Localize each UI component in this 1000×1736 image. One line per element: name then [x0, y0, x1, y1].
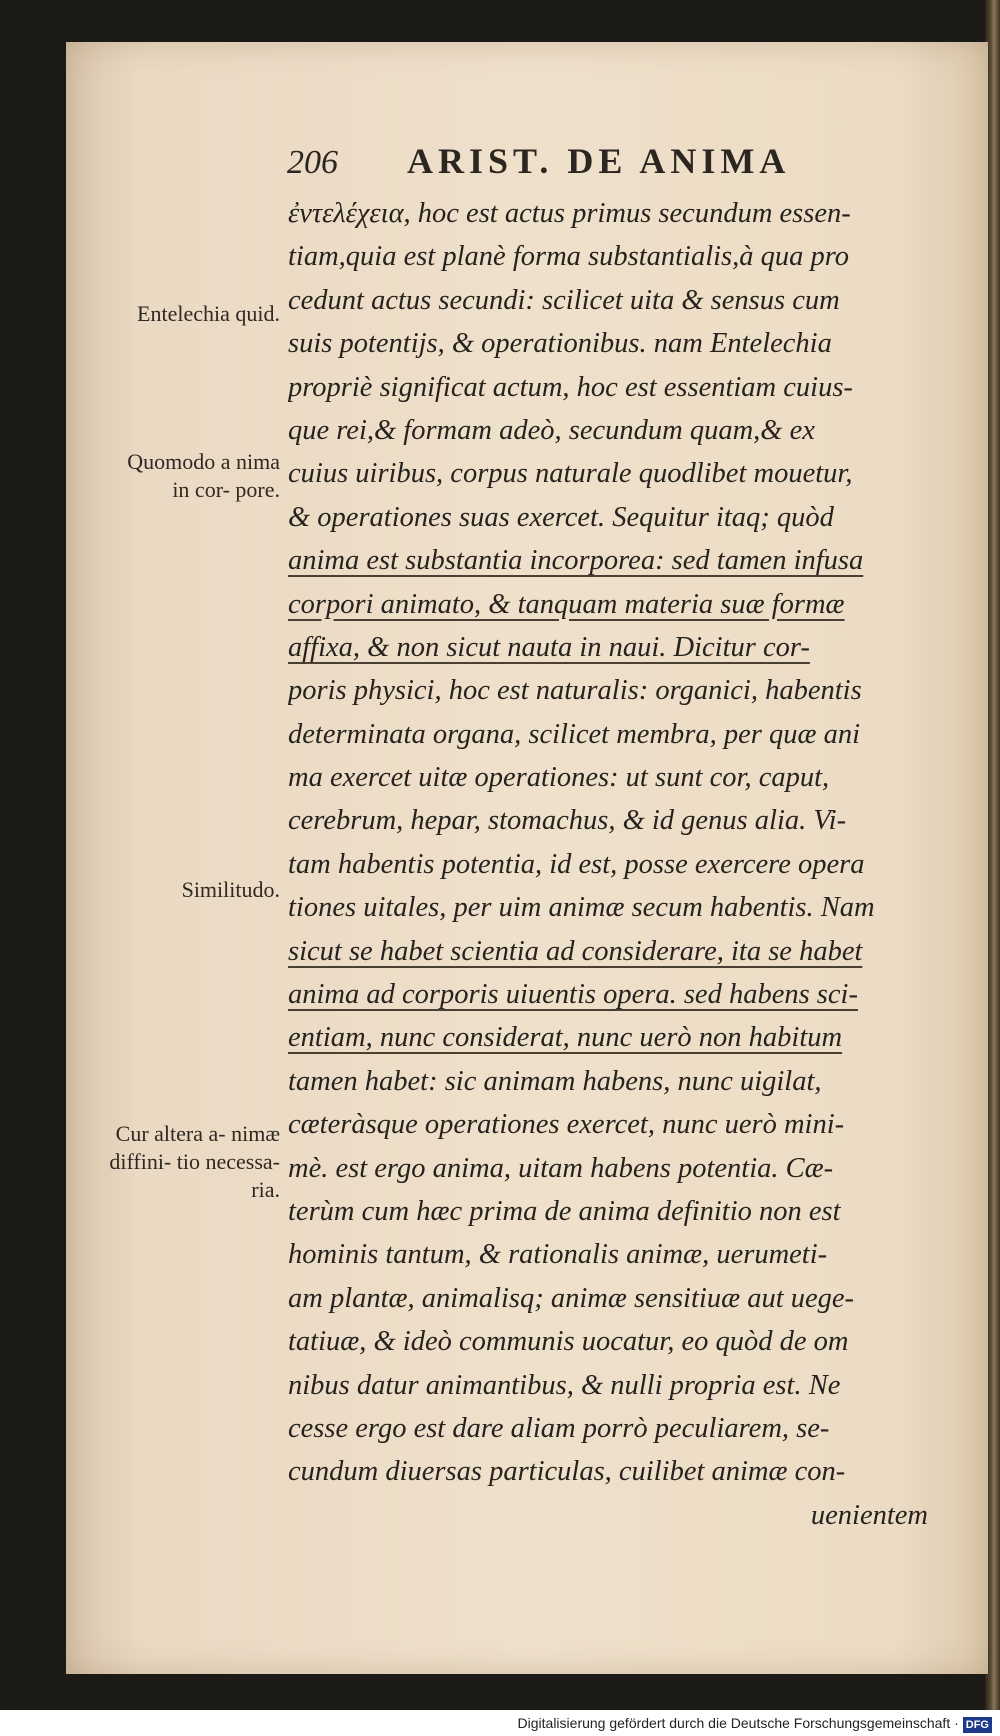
margin-note-similitudo: Similitudo.	[181, 877, 280, 902]
text-line: ἐντελέχεια, hoc est actus primus secundum essen-	[288, 198, 851, 229]
page-number: 206	[287, 144, 338, 181]
text-line: cedunt actus secundi: scilicet uita & sensus cum	[288, 284, 840, 316]
margin-note-entelechia: Entelechia quid.	[137, 301, 280, 326]
margin-note-quomodo: Quomodo a nima in cor- pore.	[127, 449, 280, 502]
text-line: tatiuæ, & ideò communis uocatur, eo quòd de om	[288, 1326, 849, 1358]
text-line: cuius uiribus, corpus naturale quodlibet mouetur,	[288, 458, 853, 490]
body-text	[288, 192, 928, 1537]
text-line: tamen habet: sic animam habens, nunc uigilat,	[288, 1065, 822, 1097]
text-line: suis potentijs, & operationibus. nam Entelechia	[288, 328, 832, 360]
dfg-logo-icon: DFG	[963, 1717, 992, 1733]
text-line-underlined: anima est substantia incorporea: sed tamen infusa	[288, 545, 864, 577]
text-line: ma exercet uitæ operationes: ut sunt cor, caput,	[288, 762, 830, 794]
text-line-underlined: anima ad corporis uiuentis opera. sed habens sci-	[288, 979, 858, 1011]
footer-text: Digitalisierung gefördert durch die Deutsche Forschungsgemeinschaft ·	[517, 1715, 959, 1731]
digitization-footer	[0, 1710, 1000, 1736]
text-line-underlined: corpori animato, & tanquam materia suæ formæ	[288, 588, 845, 620]
text-line-underlined: sicut se habet scientia ad considerare, ita se habet	[288, 935, 863, 967]
text-line: cæteràsque operationes exercet, nunc uerò mini-	[288, 1109, 845, 1141]
text-line: & operationes suas exercet. Sequitur itaq; quòd	[288, 501, 834, 533]
text-line: hominis tantum, & rationalis animæ, uerumeti-	[288, 1239, 828, 1271]
text-line: tam habentis potentia, id est, posse exercere opera	[288, 848, 865, 880]
text-line: tiones uitales, per uim animæ secum habentis. Nam	[288, 892, 875, 924]
text-line-underlined: entiam, nunc considerat, nunc uerò non habitum	[288, 1022, 843, 1054]
text-line: mè. est ergo anima, uitam habens potentia. Cæ-	[288, 1152, 834, 1184]
text-line: terùm cum hæc prima de anima definitio non est	[288, 1195, 841, 1227]
text-line-underlined: affixa, & non sicut nauta in naui. Dicitur cor-	[288, 631, 810, 663]
text-line: cesse ergo est dare aliam porrò peculiarem, se-	[288, 1412, 830, 1444]
text-line: que rei,& formam adeò, secundum quam,& ex	[288, 414, 815, 446]
catchword: uenientem	[810, 1499, 928, 1531]
text-line: cerebrum, hepar, stomachus, & id genus alia. Vi-	[288, 805, 847, 837]
text-line: poris physici, hoc est naturalis: organici, habentis	[288, 675, 862, 707]
running-title: ARIST. DE ANIMA	[407, 141, 791, 181]
text-line: cundum diuersas particulas, cuilibet animæ con-	[288, 1456, 846, 1488]
text-line: propriè significat actum, hoc est essentiam cuius-	[288, 371, 853, 403]
text-line: am plantæ, animalisq; animæ sensitiuæ aut uege-	[288, 1282, 855, 1314]
text-line: tiam,quia est planè forma substantialis,à qua pro	[288, 241, 850, 273]
text-line: determinata organa, scilicet membra, per quæ ani	[288, 718, 861, 750]
text-line: nibus datur animantibus, & nulli propria est. Ne	[288, 1369, 841, 1401]
running-header	[287, 140, 887, 190]
margin-note-cur-altera: Cur altera a- nimæ diffini- tio necessa- ria.	[109, 1121, 280, 1202]
